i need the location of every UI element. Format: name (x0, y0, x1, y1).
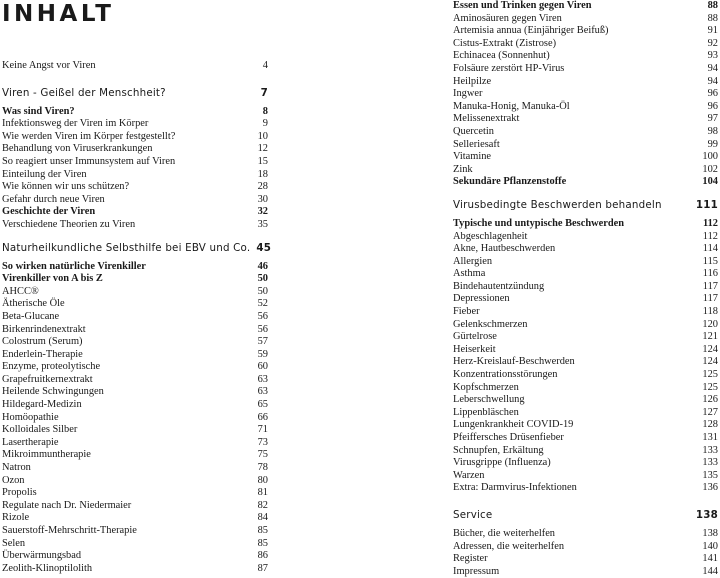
toc-entry-label: Artemisia annua (Einjähriger Beifuß) (453, 25, 609, 37)
toc-entry-label: Kolloidales Silber (2, 424, 78, 436)
toc-section-label: Naturheilkundliche Selbsthilfe bei EBV und Co. (2, 241, 251, 254)
toc-entry[interactable] (453, 528, 718, 541)
toc-section-label: Virusbedingte Beschwerden behandeln (453, 198, 662, 211)
toc-entry-page: 127 (702, 406, 718, 418)
toc-entry-label: Melissenextrakt (453, 113, 520, 125)
toc-entry-page: 57 (257, 336, 268, 348)
toc-entry-page: 66 (257, 411, 268, 423)
toc-entry-label: Natron (2, 462, 31, 474)
toc-entry-label: Wie werden Viren im Körper festgestellt? (2, 130, 176, 142)
toc-entry[interactable] (453, 164, 718, 177)
toc-entry-page: 8 (262, 105, 268, 117)
toc-entry-page: 82 (257, 499, 268, 511)
toc-entry-page: 71 (257, 424, 268, 436)
toc-entry-page: 88 (707, 12, 718, 24)
toc-entry-page: 121 (702, 331, 718, 343)
toc-entry-label: Akne, Hautbeschwerden (453, 243, 556, 255)
toc-entry[interactable] (2, 487, 268, 500)
toc-entry-page: 141 (702, 553, 718, 565)
toc-entry[interactable] (2, 374, 268, 387)
toc-entry[interactable] (2, 336, 268, 349)
toc-entry[interactable] (453, 231, 718, 244)
toc-entry-label: Gürtelrose (453, 331, 497, 343)
toc-entry-list (453, 0, 718, 189)
toc-entry[interactable] (2, 424, 268, 437)
toc-entry-page: 86 (257, 550, 268, 562)
toc-entry-label: Bindehautentzündung (453, 280, 545, 292)
toc-entry-page: 87 (257, 562, 268, 574)
toc-entry-page: 65 (257, 399, 268, 411)
toc-entry-label: Herz-Kreislauf-Beschwerden (453, 356, 575, 368)
toc-entry-label: Register (453, 553, 488, 565)
toc-entry[interactable] (453, 319, 718, 332)
toc-entry-page: 88 (707, 0, 718, 11)
toc-entry[interactable] (2, 449, 268, 462)
toc-entry[interactable] (2, 563, 268, 576)
toc-entry-label: Kopfschmerzen (453, 381, 519, 393)
toc-entry-page: 15 (257, 155, 268, 167)
toc-entry[interactable] (453, 394, 718, 407)
toc-entry[interactable] (453, 419, 718, 432)
toc-entry-label: Depressionen (453, 293, 510, 305)
toc-entry-page: 52 (257, 298, 268, 310)
toc-entry[interactable] (453, 553, 718, 566)
toc-entry-page: 124 (702, 343, 718, 355)
toc-entry-page: 125 (702, 369, 718, 381)
toc-entry[interactable] (453, 306, 718, 319)
toc-entry-label: Konzentrationsstörungen (453, 369, 558, 381)
toc-entry-page: 96 (707, 100, 718, 112)
toc-entry-page: 102 (702, 163, 718, 175)
toc-entry-label: Enderlein-Therapie (2, 348, 83, 360)
toc-entry-label: Bücher, die weiterhelfen (453, 527, 555, 539)
toc-entry-page: 91 (707, 25, 718, 37)
toc-entry[interactable] (453, 293, 718, 306)
toc-entry-page: 63 (257, 373, 268, 385)
toc-entry-label: Regulate nach Dr. Niedermaier (2, 499, 132, 511)
toc-entry[interactable] (2, 349, 268, 362)
toc-entry-label: Rizole (2, 512, 30, 524)
toc-entry-page: 118 (702, 306, 718, 318)
toc-entry-page: 112 (702, 230, 718, 242)
toc-entry-label: Beta-Glucane (2, 310, 60, 322)
toc-entry[interactable] (453, 541, 718, 554)
toc-entry[interactable] (2, 475, 268, 488)
toc-entry-label: Allergien (453, 255, 493, 267)
toc-entry-label: Leberschwellung (453, 394, 525, 406)
toc-entry[interactable] (453, 139, 718, 152)
toc-entry-label: Überwärmungsbad (2, 550, 82, 562)
toc-entry-page: 85 (257, 537, 268, 549)
toc-section-heading[interactable] (2, 86, 268, 100)
toc-entry-label: Echinacea (Sonnenhut) (453, 50, 550, 62)
toc-entry-label: AHCC® (2, 285, 39, 297)
toc-entry[interactable] (453, 331, 718, 344)
toc-entry-label: Fieber (453, 306, 480, 318)
toc-section-page: 45 (256, 241, 272, 254)
toc-entry-label: Verschiedene Theorien zu Viren (2, 218, 136, 230)
toc-entry-label: Enzyme, proteolytische (2, 361, 101, 373)
toc-entry-label: Zink (453, 163, 473, 175)
toc-entry-page: 138 (702, 527, 718, 539)
toc-entry-label: Einteilung der Viren (2, 168, 87, 180)
toc-entry-label: Mikroimmuntherapie (2, 449, 91, 461)
toc-entry-label: Grapefruitkernextrakt (2, 373, 93, 385)
toc-entry[interactable] (453, 25, 718, 38)
toc-entry[interactable] (2, 156, 268, 169)
toc-entry[interactable] (453, 13, 718, 26)
toc-entry[interactable] (2, 273, 268, 286)
toc-entry-label: Warzen (453, 469, 485, 481)
toc-entry-page: 56 (257, 310, 268, 322)
toc-entry[interactable] (2, 512, 268, 525)
toc-entry[interactable] (453, 88, 718, 101)
toc-entry-page: 59 (257, 348, 268, 360)
toc-entry[interactable] (2, 538, 268, 551)
toc-entry[interactable] (453, 126, 718, 139)
toc-entry-page: 50 (257, 273, 268, 285)
toc-entry-page: 124 (702, 356, 718, 368)
page-title: INHALT (2, 1, 115, 27)
toc-entry[interactable] (453, 76, 718, 89)
toc-entry[interactable] (453, 0, 718, 13)
toc-entry[interactable] (453, 344, 718, 357)
toc-entry[interactable] (2, 550, 268, 563)
toc-entry-page: 99 (707, 138, 718, 150)
toc-entry-label: Colostrum (Serum) (2, 336, 83, 348)
toc-entry-label: Infektionsweg der Viren im Körper (2, 118, 149, 130)
toc-entry[interactable] (2, 206, 268, 219)
toc-entry-page: 104 (702, 176, 718, 188)
toc-entry[interactable] (2, 118, 268, 131)
toc-entry-label: Adressen, die weiterhelfen (453, 540, 565, 552)
toc-entry-page: 28 (257, 181, 268, 193)
toc-entry-label: So reagiert unser Immunsystem auf Viren (2, 155, 176, 167)
toc-section-heading[interactable] (453, 508, 718, 522)
toc-entry[interactable] (453, 445, 718, 458)
toc-entry-label: Propolis (2, 487, 37, 499)
toc-entry-list (2, 261, 268, 576)
toc-entry-label: Lasertherapie (2, 436, 59, 448)
toc-entry-page: 131 (702, 432, 718, 443)
toc-entry[interactable] (453, 50, 718, 63)
toc-entry-page: 128 (702, 419, 718, 431)
toc-entry-label: Ätherische Öle (2, 298, 65, 310)
toc-entry-page: 12 (257, 143, 268, 155)
toc-right-column (453, 0, 718, 578)
toc-entry-page: 100 (702, 151, 718, 163)
toc-entry-page: 35 (257, 218, 268, 230)
toc-entry[interactable] (453, 63, 718, 76)
toc-entry-page: 94 (707, 62, 718, 74)
toc-entry-label: Essen und Trinken gegen Viren (453, 0, 592, 11)
toc-entry-list (453, 528, 718, 578)
toc-entry-label: Sauerstoff-Mehrschritt-Therapie (2, 525, 137, 536)
toc-entry-label: Folsäure zerstört HP-Virus (453, 62, 565, 74)
toc-entry[interactable] (2, 525, 268, 538)
toc-entry-label: Ozon (2, 474, 25, 486)
toc-entry[interactable] (2, 324, 268, 337)
toc-section-label: Viren - Geißel der Menschheit? (2, 86, 166, 99)
toc-section-page: 111 (695, 198, 718, 211)
toc-entry-label: Lungenkrankheit COVID-19 (453, 419, 574, 431)
toc-entry-label: Hildegard-Medizin (2, 399, 82, 411)
toc-entry-label: Schnupfen, Erkältung (453, 444, 544, 456)
toc-entry-page: 9 (262, 118, 268, 130)
toc-entry[interactable] (453, 382, 718, 395)
toc-entry-label: Aminosäuren gegen Viren (453, 12, 562, 24)
toc-entry[interactable] (2, 298, 268, 311)
toc-entry[interactable] (453, 243, 718, 256)
toc-entry-list (453, 218, 718, 495)
toc-entry-page: 80 (257, 474, 268, 486)
toc-entry-label: Virenkiller von A bis Z (2, 273, 103, 285)
toc-entry-page: 112 (702, 217, 718, 229)
toc-entry[interactable] (453, 176, 718, 189)
toc-entry[interactable] (453, 256, 718, 269)
toc-entry[interactable] (2, 462, 268, 475)
toc-entry-label: Selen (2, 537, 26, 549)
toc-entry-label: Ingwer (453, 88, 483, 100)
toc-entry-page: 93 (707, 50, 718, 62)
toc-entry-page: 117 (702, 293, 718, 305)
toc-entry-label: Heiserkeit (453, 343, 496, 355)
toc-entry-label: Sekundäre Pflanzenstoffe (453, 176, 567, 188)
toc-entry-label: Selleriesaft (453, 138, 500, 150)
toc-entry-page: 75 (257, 449, 268, 461)
toc-entry[interactable] (453, 369, 718, 382)
toc-section-page: 7 (260, 86, 268, 99)
toc-entry-page: 97 (707, 113, 718, 125)
toc-entry[interactable] (453, 268, 718, 281)
toc-entry-label: Quercetin (453, 125, 494, 137)
toc-entry-label: Gelenkschmerzen (453, 318, 528, 330)
toc-entry[interactable] (453, 113, 718, 126)
toc-entry-page: 84 (257, 512, 268, 524)
toc-entry[interactable] (453, 457, 718, 470)
toc-entry-page: 63 (257, 386, 268, 398)
toc-entry-label: So wirken natürliche Virenkiller (2, 260, 146, 272)
toc-entry[interactable] (453, 482, 718, 495)
toc-entry-label: Pfeiffersches Drüsenfieber (453, 432, 564, 443)
toc-entry-label: Lippenbläschen (453, 406, 519, 418)
toc-entry[interactable] (2, 399, 268, 412)
toc-entry-label: Zeolith-Klinoptilolith (2, 562, 93, 574)
toc-entry[interactable] (2, 361, 268, 374)
toc-entry[interactable] (453, 151, 718, 164)
toc-entry-page: 117 (702, 280, 718, 292)
toc-entry-label: Typische und untypische Beschwerden (453, 217, 624, 229)
toc-entry-label: Keine Angst vor Viren (2, 60, 96, 71)
toc-entry-page: 50 (257, 285, 268, 297)
toc-entry[interactable] (453, 407, 718, 420)
toc-entry-page: 32 (257, 206, 268, 218)
toc-section-heading[interactable] (453, 198, 718, 212)
toc-entry-list (2, 106, 268, 232)
toc-entry[interactable] (453, 101, 718, 114)
toc-entry-page: 81 (257, 487, 268, 499)
toc-entry[interactable] (2, 437, 268, 450)
toc-entry[interactable] (453, 281, 718, 294)
toc-entry-label: Abgeschlagenheit (453, 230, 528, 242)
toc-entry[interactable] (2, 60, 268, 73)
toc-entry-page: 135 (702, 469, 718, 481)
toc-entry-page: 4 (262, 60, 268, 71)
toc-entry[interactable] (2, 412, 268, 425)
toc-entry-page: 30 (257, 193, 268, 205)
toc-entry[interactable] (2, 131, 268, 144)
toc-entry[interactable] (453, 356, 718, 369)
toc-entry[interactable] (2, 386, 268, 399)
toc-entry[interactable] (453, 38, 718, 51)
toc-entry-page: 120 (702, 318, 718, 330)
toc-entry[interactable] (2, 311, 268, 324)
toc-entry-page: 18 (257, 168, 268, 180)
toc-entry-label: Extra: Darmvirus-Infektionen (453, 482, 577, 494)
toc-entry-page: 114 (702, 243, 718, 255)
toc-section-label: Service (453, 508, 493, 521)
toc-entry-page: 96 (707, 88, 718, 100)
toc-entry-label: Was sind Viren? (2, 105, 75, 117)
toc-entry[interactable] (2, 106, 268, 119)
toc-entry-label: Gefahr durch neue Viren (2, 193, 105, 205)
toc-entry-page: 10 (257, 130, 268, 142)
toc-entry[interactable] (2, 219, 268, 232)
toc-entry-label: Virusgrippe (Influenza) (453, 457, 551, 469)
toc-section-heading[interactable] (2, 241, 272, 255)
toc-entry-page: 115 (702, 255, 718, 267)
toc-entry-label: Asthma (453, 268, 486, 280)
toc-entry-label: Homöopathie (2, 411, 59, 423)
toc-entry-page: 136 (702, 482, 718, 494)
toc-entry[interactable] (453, 432, 718, 445)
toc-entry[interactable] (2, 500, 268, 513)
toc-entry-page: 56 (257, 323, 268, 335)
toc-entry-page: 125 (702, 381, 718, 393)
toc-entry-label: Heilpilze (453, 75, 492, 87)
toc-entry[interactable] (2, 143, 268, 156)
toc-entry-label: Manuka-Honig, Manuka-Öl (453, 100, 570, 112)
toc-entry-page: 73 (257, 436, 268, 448)
toc-entry-page: 94 (707, 75, 718, 87)
toc-entry-page: 116 (702, 268, 718, 280)
toc-entry-page: 140 (702, 540, 718, 552)
toc-entry[interactable] (453, 218, 718, 231)
toc-section-page: 138 (695, 508, 718, 521)
toc-entry-label: Geschichte der Viren (2, 206, 96, 218)
toc-entry[interactable] (2, 194, 268, 207)
toc-left-column (2, 60, 272, 575)
toc-entry-page: 78 (257, 462, 268, 474)
toc-entry-page: 126 (702, 394, 718, 406)
toc-entry[interactable] (453, 470, 718, 483)
toc-entry-page: 98 (707, 125, 718, 137)
toc-entry-page: 85 (257, 525, 268, 536)
toc-entry[interactable] (2, 286, 268, 299)
toc-entry-page: 133 (702, 444, 718, 456)
toc-entry-label: Heilende Schwingungen (2, 386, 104, 398)
toc-entry-label: Behandlung von Viruserkrankungen (2, 143, 153, 155)
toc-entry-page: 133 (702, 457, 718, 469)
toc-entry-label: Vitamine (453, 151, 492, 163)
toc-entry-page: 144 (702, 565, 718, 577)
toc-entry-page: 46 (257, 260, 268, 272)
toc-entry-label: Birkenrindenextrakt (2, 323, 86, 335)
toc-entry[interactable] (2, 261, 268, 274)
toc-entry-label: Wie können wir uns schützen? (2, 181, 130, 193)
toc-entry-label: Impressum (453, 565, 500, 577)
toc-entry[interactable] (2, 181, 268, 194)
toc-entry-label: Cistus-Extrakt (Zistrose) (453, 37, 557, 49)
toc-entry-page: 92 (707, 37, 718, 49)
toc-entry-page: 60 (257, 361, 268, 373)
toc-entry[interactable] (2, 169, 268, 182)
